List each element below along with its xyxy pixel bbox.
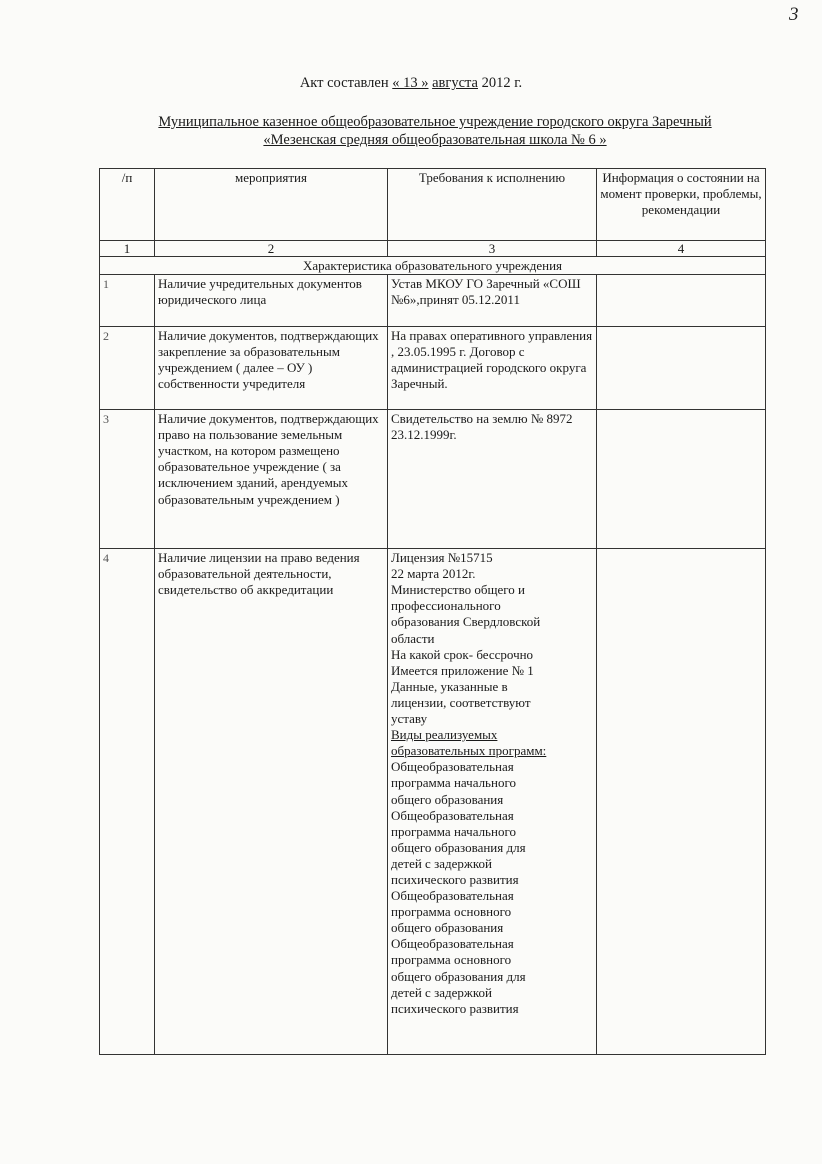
organization-line-2: «Мезенская средняя общеобразовательная школа № 6 » bbox=[263, 132, 607, 148]
license-line: области bbox=[391, 630, 435, 646]
program-line: программа начального bbox=[391, 823, 516, 839]
license-requirement-cell bbox=[388, 549, 597, 1055]
license-line: 22 марта 2012г. bbox=[391, 566, 476, 582]
program-line: программа основного bbox=[391, 904, 512, 920]
row-number: 3 bbox=[100, 410, 155, 549]
row-requirement: На правах оперативного управления , 23.05.1995 г. Договор с администрацией городского округа Заречный. bbox=[388, 327, 597, 410]
row-info bbox=[597, 410, 766, 549]
license-line: Данные, указанные в bbox=[391, 678, 508, 694]
license-line: Имеется приложение № 1 bbox=[391, 662, 534, 678]
program-line: общего образования bbox=[391, 920, 504, 936]
act-year: 2012 г. bbox=[481, 75, 523, 91]
table-header-row bbox=[100, 169, 766, 241]
row-requirement: Свидетельство на землю № 8972 23.12.1999г. bbox=[388, 410, 597, 549]
table-row bbox=[100, 327, 766, 410]
license-line: На какой срок- бессрочно bbox=[391, 646, 534, 662]
page-number: 3 bbox=[789, 4, 799, 25]
license-line: Министерство общего и bbox=[391, 582, 526, 598]
act-month: августа bbox=[432, 75, 478, 91]
program-line: психического развития bbox=[391, 871, 519, 887]
program-line: программа начального bbox=[391, 775, 516, 791]
section-title: Характеристика образовательного учреждения bbox=[100, 257, 766, 275]
column-numbers-row bbox=[100, 241, 766, 257]
row-number: 1 bbox=[100, 275, 155, 327]
section-row bbox=[100, 257, 766, 275]
programs-heading: Виды реализуемых bbox=[391, 727, 498, 743]
table-row bbox=[100, 410, 766, 549]
header-event: мероприятия bbox=[155, 169, 388, 241]
row-number: 4 bbox=[100, 549, 155, 1055]
row-event: Наличие учредительных документов юридического лица bbox=[155, 275, 388, 327]
program-line: детей с задержкой bbox=[391, 855, 492, 871]
program-line: программа основного bbox=[391, 952, 512, 968]
programs-heading: образовательных программ: bbox=[391, 743, 547, 759]
act-date-line bbox=[0, 74, 822, 92]
program-line: общего образования для bbox=[391, 839, 526, 855]
row-number: 2 bbox=[100, 327, 155, 410]
row-event: Наличие лицензии на право ведения образовательной деятельности, свидетельство об аккредитации bbox=[155, 549, 388, 1055]
table-row bbox=[100, 549, 766, 1055]
table-row bbox=[100, 275, 766, 327]
column-number: 4 bbox=[597, 241, 766, 257]
program-line: Общеобразовательная bbox=[391, 807, 514, 823]
program-line: Общеобразовательная bbox=[391, 759, 514, 775]
organization-line-1: Муниципальное казенное общеобразовательное учреждение городского округа Заречный bbox=[158, 114, 712, 130]
program-line: психического развития bbox=[391, 1000, 519, 1016]
row-requirement: Устав МКОУ ГО Заречный «СОШ №6»,принят 05.12.2011 bbox=[388, 275, 597, 327]
row-info bbox=[597, 549, 766, 1055]
organization-name bbox=[60, 113, 810, 149]
column-number: 3 bbox=[388, 241, 597, 257]
program-line: общего образования для bbox=[391, 968, 526, 984]
header-info: Информация о состоянии на момент проверки, проблемы, рекомендации bbox=[597, 169, 766, 241]
act-day: « 13 » bbox=[392, 75, 429, 91]
row-event: Наличие документов, подтверждающих закрепление за образовательным учреждением ( далее – ОУ ) собственности учредителя bbox=[155, 327, 388, 410]
header-number: /п bbox=[100, 169, 155, 241]
program-line: общего образования bbox=[391, 791, 504, 807]
row-event: Наличие документов, подтверждающих право на пользование земельным участком, на котором размещено образовательное учреждение ( за исключением зданий, арендуемых образовательным учреждением ) bbox=[155, 410, 388, 549]
program-line: Общеобразовательная bbox=[391, 888, 514, 904]
column-number: 2 bbox=[155, 241, 388, 257]
header-requirement: Требования к исполнению bbox=[388, 169, 597, 241]
column-number: 1 bbox=[100, 241, 155, 257]
license-line: образования Свердловской bbox=[391, 614, 541, 630]
license-line: профессионального bbox=[391, 598, 501, 614]
row-info bbox=[597, 275, 766, 327]
row-info bbox=[597, 327, 766, 410]
act-prefix: Акт составлен bbox=[299, 75, 389, 91]
license-line: лицензии, соответствуют bbox=[391, 694, 531, 710]
program-line: Общеобразовательная bbox=[391, 936, 514, 952]
inspection-table bbox=[99, 168, 766, 1055]
program-line: детей с задержкой bbox=[391, 984, 492, 1000]
license-line: Лицензия №15715 bbox=[391, 550, 493, 566]
license-line: уставу bbox=[391, 711, 428, 727]
